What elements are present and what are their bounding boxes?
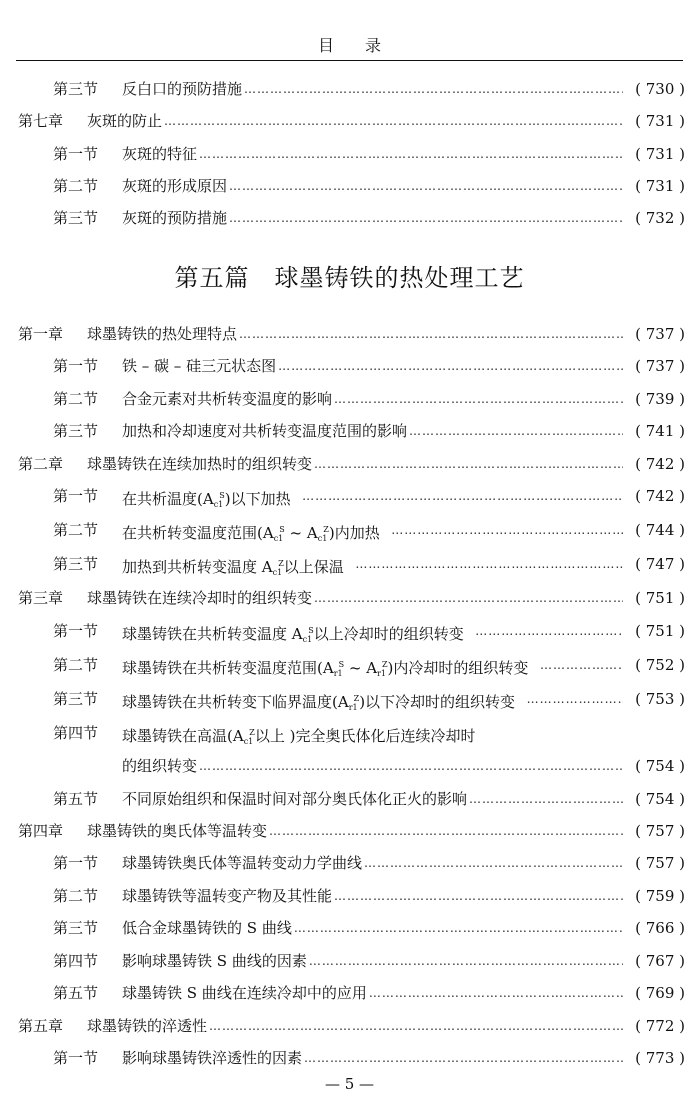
toc-row-section[interactable] — [0, 654, 699, 676]
toc-row-continuation[interactable] — [0, 755, 699, 777]
toc-row-page: ( 730 ) — [635, 80, 685, 98]
toc-row-title: 球墨铸铁的奥氏体等温转变 — [87, 822, 268, 840]
toc-row-page: ( 751 ) — [635, 589, 685, 607]
toc-leader — [122, 654, 633, 685]
toc-row-page: ( 737 ) — [635, 325, 685, 343]
toc-row-title: 球墨铸铁 S 曲线在连续冷却中的应用 — [122, 984, 367, 1002]
toc-row-section[interactable] — [0, 885, 699, 907]
toc-row-title: 球墨铸铁的热处理特点 — [87, 325, 238, 343]
toc-row-number: 第三节 — [53, 422, 99, 440]
toc-row-title: 球墨铸铁在共析转变温度 $A_{c1}^S$以上冷却时的组织转变 — [122, 620, 475, 651]
toc-row-title: 球墨铸铁的淬透性 — [87, 1017, 208, 1035]
toc-row-title: 灰斑的特征 — [122, 145, 198, 163]
toc-leader — [87, 323, 633, 345]
toc-row-page: ( 731 ) — [635, 177, 685, 195]
toc-row-title: 的组织转变 — [122, 757, 198, 775]
toc-leader — [122, 553, 633, 584]
toc-leader — [87, 110, 633, 132]
toc-row-page: ( 742 ) — [635, 455, 685, 473]
toc-row-page: ( 754 ) — [635, 757, 685, 775]
toc-row-section[interactable] — [0, 420, 699, 442]
page-number: — 5 — — [324, 1075, 375, 1093]
toc-row-title: 铁 – 碳 – 硅三元状态图 — [122, 357, 277, 375]
toc-row-page: ( 742 ) — [635, 487, 685, 505]
toc-row-chapter[interactable] — [0, 1015, 699, 1037]
toc-row-chapter[interactable] — [0, 587, 699, 609]
toc-leader — [122, 788, 633, 810]
toc-row-number: 第二节 — [53, 177, 99, 195]
toc-row-title: 合金元素对共析转变温度的影响 — [122, 390, 333, 408]
toc-row-section[interactable] — [0, 917, 699, 939]
toc-row-chapter[interactable] — [0, 110, 699, 132]
toc-leader — [87, 453, 633, 475]
toc-leader — [87, 587, 633, 609]
toc-row-title: 球墨铸铁在连续冷却时的组织转变 — [87, 589, 313, 607]
toc-row-number: 第二节 — [53, 521, 99, 539]
toc-row-section[interactable] — [0, 722, 699, 744]
toc-row-number: 第二章 — [18, 455, 64, 473]
toc-row-title: 加热和冷却速度对共析转变温度范围的影响 — [122, 422, 408, 440]
toc-row-number: 第一节 — [53, 622, 99, 640]
toc-row-number: 第三章 — [18, 589, 64, 607]
toc-row-number: 第二节 — [53, 656, 99, 674]
toc-row-section[interactable] — [0, 388, 699, 410]
toc-row-title: 反白口的预防措施 — [122, 80, 243, 98]
toc-row-section[interactable] — [0, 950, 699, 972]
toc-row-title: 球墨铸铁等温转变产物及其性能 — [122, 887, 333, 905]
toc-row-page: ( 751 ) — [635, 622, 685, 640]
toc-row-section[interactable] — [0, 78, 699, 100]
toc-row-number: 第四节 — [53, 952, 99, 970]
toc-row-section[interactable] — [0, 1047, 699, 1069]
toc-row-number: 第五节 — [53, 790, 99, 808]
toc-leader — [122, 688, 633, 719]
toc-row-title: 球墨铸铁在共析转变温度范围($A_{r1}^S$ ~ $A_{r1}^Z$)内冷却时的组织转变 — [122, 654, 540, 685]
toc-leader — [122, 1047, 633, 1069]
page-title: 目 录 — [317, 36, 395, 55]
toc-leader — [87, 1015, 633, 1037]
toc-row-number: 第三节 — [53, 209, 99, 227]
toc-leader — [122, 852, 633, 874]
toc-leader — [122, 950, 633, 972]
toc-row-chapter[interactable] — [0, 820, 699, 842]
toc-row-page: ( 757 ) — [635, 822, 685, 840]
toc-leader — [122, 620, 633, 651]
toc-row-page: ( 753 ) — [635, 690, 685, 708]
toc-row-number: 第五章 — [18, 1017, 64, 1035]
toc-row-title: 灰斑的预防措施 — [122, 209, 228, 227]
toc-row-number: 第一节 — [53, 1049, 99, 1067]
toc-row-number: 第三节 — [53, 80, 99, 98]
toc-leader — [87, 820, 633, 842]
toc-row-number: 第一节 — [53, 145, 99, 163]
toc-row-number: 第一节 — [53, 854, 99, 872]
toc-row-number: 第二节 — [53, 887, 99, 905]
toc-row-section[interactable] — [0, 852, 699, 874]
toc-row-page: ( 731 ) — [635, 145, 685, 163]
toc-row-number: 第四章 — [18, 822, 64, 840]
toc-row-number: 第三节 — [53, 690, 99, 708]
toc-row-title: 加热到共析转变温度 $A_{c1}^Z$以上保温 — [122, 553, 355, 584]
toc-row-number: 第一章 — [18, 325, 64, 343]
toc-row-title: 灰斑的形成原因 — [122, 177, 228, 195]
toc-leader — [122, 420, 633, 442]
toc-leader — [122, 388, 633, 410]
toc-row-title: 不同原始组织和保温时间对部分奥氏体化正火的影响 — [122, 790, 468, 808]
part-title: 第五篇 球墨铸铁的热处理工艺 — [174, 264, 525, 292]
header-rule — [16, 60, 683, 61]
toc-leader — [122, 485, 633, 516]
toc-row-page: ( 769 ) — [635, 984, 685, 1002]
toc-row-title: 低合金球墨铸铁的 S 曲线 — [122, 919, 292, 937]
toc-row-page: ( 752 ) — [635, 656, 685, 674]
toc-row-chapter[interactable] — [0, 453, 699, 475]
toc-row-page: ( 754 ) — [635, 790, 685, 808]
toc-row-page: ( 731 ) — [635, 112, 685, 130]
toc-leader — [122, 207, 633, 229]
toc-row-page: ( 772 ) — [635, 1017, 685, 1035]
toc-row-title: 球墨铸铁奥氏体等温转变动力学曲线 — [122, 854, 363, 872]
toc-row-title: 灰斑的防止 — [87, 112, 163, 130]
toc-row-section[interactable] — [0, 553, 699, 575]
toc-row-page: ( 766 ) — [635, 919, 685, 937]
toc-row-section[interactable] — [0, 688, 699, 710]
toc-row-page: ( 757 ) — [635, 854, 685, 872]
toc-row-page: ( 737 ) — [635, 357, 685, 375]
toc-row-page: ( 732 ) — [635, 209, 685, 227]
toc-leader — [122, 78, 633, 100]
toc-row-title: 在共析温度$(A_{c1}^S)$以下加热 — [122, 485, 302, 516]
toc-leader — [122, 519, 633, 550]
toc-row-title: 影响球墨铸铁淬透性的因素 — [122, 1049, 303, 1067]
toc-row-title: 球墨铸铁在共析转变下临界温度$(A_{r1}^Z)$以下冷却时的组织转变 — [122, 688, 527, 719]
toc-leader — [122, 885, 633, 907]
toc-row-number: 第三节 — [53, 919, 99, 937]
toc-leader — [122, 175, 633, 197]
toc-row-number: 第一节 — [53, 487, 99, 505]
toc-row-section[interactable] — [0, 620, 699, 642]
toc-row-section[interactable] — [0, 143, 699, 165]
toc-row-page: ( 767 ) — [635, 952, 685, 970]
toc-row-page: ( 741 ) — [635, 422, 685, 440]
toc-leader — [122, 917, 633, 939]
toc-row-number: 第七章 — [18, 112, 64, 130]
toc-leader — [122, 355, 633, 377]
toc-row-chapter[interactable] — [0, 323, 699, 345]
toc-row-title: 在共析转变温度范围($A_{c1}^S$ ~ $A_{c1}^Z$)内加热 — [122, 519, 391, 550]
toc-row-section[interactable] — [0, 788, 699, 810]
toc-row-title: 球墨铸铁在高温($A_{c1}^Z$以上 )完全奥氏体化后连续冷却时 — [122, 727, 476, 746]
toc-row-page: ( 759 ) — [635, 887, 685, 905]
toc-row-page: ( 773 ) — [635, 1049, 685, 1067]
toc-row-section[interactable] — [0, 175, 699, 197]
toc-row-number: 第四节 — [53, 724, 99, 742]
toc-row-number: 第三节 — [53, 555, 99, 573]
toc-row-section[interactable] — [0, 982, 699, 1004]
toc-row-section[interactable] — [0, 207, 699, 229]
toc-row-title: 影响球墨铸铁 S 曲线的因素 — [122, 952, 307, 970]
toc-row-title: 球墨铸铁在连续加热时的组织转变 — [87, 455, 313, 473]
toc-row-section[interactable] — [0, 519, 699, 541]
toc-row-page: ( 744 ) — [635, 521, 685, 539]
toc-row-number: 第一节 — [53, 357, 99, 375]
toc-row-number: 第五节 — [53, 984, 99, 1002]
toc-leader — [122, 982, 633, 1004]
toc-row-page: ( 739 ) — [635, 390, 685, 408]
toc-row-section[interactable] — [0, 355, 699, 377]
toc-leader — [122, 755, 633, 777]
toc-row-section[interactable] — [0, 485, 699, 507]
toc-leader — [122, 143, 633, 165]
toc-row-number: 第二节 — [53, 390, 99, 408]
toc-row-page: ( 747 ) — [635, 555, 685, 573]
